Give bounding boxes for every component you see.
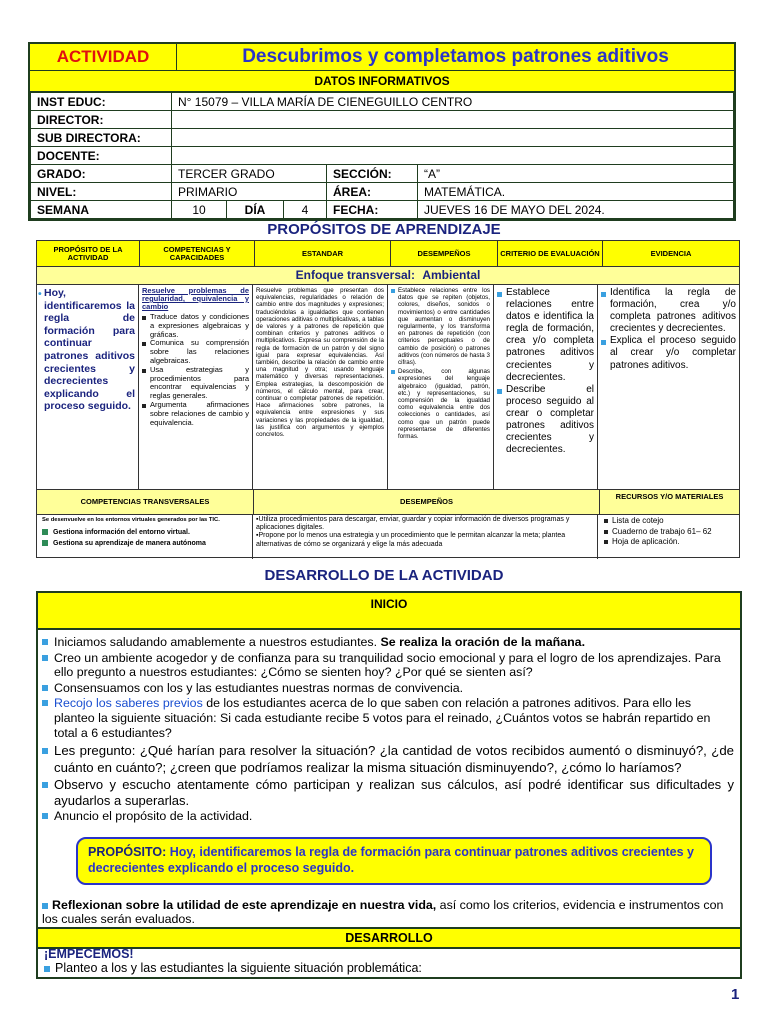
seccion-value: “A” — [418, 165, 734, 183]
dia-label: DÍA — [227, 201, 284, 219]
desempeno-item: Describe, con algunas expresiones del lenguaje algebraico (igualdad, patrón, etc.) y representaciones, su comprensión de la igualdad como equivalencia entre dos colecciones o cantidades, así como que un patrón puede representarse de diferentes formas. — [391, 368, 490, 440]
transversal-content-row — [37, 515, 739, 559]
col-header-estandar: ESTANDAR — [255, 241, 391, 266]
proposito-callout-label: PROPÓSITO: — [88, 845, 167, 859]
fecha-value: JUEVES 16 DE MAYO DEL 2024. — [418, 201, 734, 219]
col-header-proposito: PROPÓSITO DE LA ACTIVIDAD — [37, 241, 140, 266]
director-label: DIRECTOR: — [31, 111, 172, 129]
capacidad-item: Traduce datos y condiciones a expresiones algebraicas y gráficas. — [142, 313, 249, 339]
datos-row-nivel — [31, 183, 734, 201]
director-value — [172, 111, 734, 129]
col-header-evidencia: EVIDENCIA — [603, 241, 739, 266]
transversal-header-row — [37, 490, 739, 515]
datos-row-semana — [31, 201, 734, 219]
planteo-text: Planteo a los y las estudiantes la siguiente situación problemática: — [44, 961, 422, 975]
subdirectora-value — [172, 129, 734, 147]
desempeno-transv-item: ▪Utiliza procedimientos para descargar, enviar, guardar y copiar información de diversos programas y aplicaciones digitales. — [256, 516, 570, 532]
datos-row-docente — [31, 147, 734, 165]
desempenos-cell — [388, 285, 494, 489]
proposito-callout — [76, 837, 712, 885]
semana-label: SEMANA — [31, 201, 172, 219]
evidencias-list — [601, 287, 736, 372]
proposito-cell — [37, 285, 139, 489]
enfoque-label: Enfoque transversal: — [295, 268, 415, 282]
datos-table — [30, 92, 734, 219]
capacidad-item: Argumenta afirmaciones sobre relaciones de cambio y equivalencia. — [142, 401, 249, 427]
fecha-label: FECHA: — [327, 201, 418, 219]
evidencia-item: Explica el proceso seguido al crear y/o completar patrones aditivos. — [601, 335, 736, 371]
comp-transv-cell — [37, 515, 253, 559]
inicio-item: Observo y escucho atentamente cómo participan y realizan sus cálculos, así podré identificar sus dificultades y ayudarlos a superarlas. — [42, 777, 734, 808]
inicio-header: INICIO — [38, 593, 740, 630]
docente-label: DOCENTE: — [31, 147, 172, 165]
docente-value — [172, 147, 734, 165]
desempenos-transv-cell — [253, 515, 598, 559]
desarrollo-actividad-title: DESARROLLO DE LA ACTIVIDAD — [264, 567, 504, 584]
proposito-text: • Hoy, identificaremos la regla de formación para continuar patrones aditivos crecientes y decrecientes explicando el proceso seguido. — [38, 287, 135, 413]
enfoque-value: Ambiental — [422, 268, 481, 282]
inicio-item: Consensuamos con los y las estudiantes nuestras normas de convivencia. — [42, 681, 734, 696]
activity-label: ACTIVIDAD — [30, 44, 177, 70]
inst-value: N° 15079 – VILLA MARÍA DE CIENEGUILLO CENTRO — [172, 93, 734, 111]
competencias-cell — [139, 285, 253, 489]
datos-row-inst — [31, 93, 734, 111]
propositos-table — [36, 240, 740, 558]
col-header-competencias: COMPETENCIAS Y CAPACIDADES — [140, 241, 255, 266]
criterios-list — [497, 287, 594, 456]
desarrollo-header: DESARROLLO — [38, 927, 740, 949]
capacidad-item: Usa estrategias y procedimientos para encontrar equivalencias y reglas generales. — [142, 366, 249, 401]
recurso-item: Cuaderno de trabajo 61– 62 — [604, 527, 733, 538]
area-value: MATEMÁTICA. — [418, 183, 734, 201]
propositos-title: PROPÓSITOS DE APRENDIZAJE — [267, 221, 501, 238]
recurso-item: Hoja de aplicación. — [604, 537, 733, 548]
enfoque-row — [37, 267, 739, 285]
capacidad-item: Comunica su comprensión sobre las relaciones algebraicas. — [142, 339, 249, 365]
comp-transv-item: Gestiona información del entorno virtual. — [42, 526, 247, 539]
datos-informativos-title: DATOS INFORMATIVOS — [30, 71, 734, 92]
proposito-callout-text: Hoy, identificaremos la regla de formación para continuar patrones aditivos crecientes y decrecientes explicando el proceso seguido. — [88, 845, 694, 875]
subdirectora-label: SUB DIRECTORA: — [31, 129, 172, 147]
inicio-item: Creo un ambiente acogedor y de confianza para su tranquilidad socio emocional y para el logro de los aprendizajes. Para ello pregunto a nuestros estudiantes: ¿Cómo se sienten hoy? ¿Por qué se sienten así? — [42, 651, 734, 680]
criterio-cell — [494, 285, 598, 489]
inicio-item: Les pregunto: ¿Qué harían para resolver la situación? ¿la cantidad de votos recibidos aumentó o disminuyó?, ¿de cuánto en cuánto?; ¿creen que podríamos realizar la misma situación disminuyendo?, ¿cómo lo haríamos? — [42, 743, 734, 776]
grado-label: GRADO: — [31, 165, 172, 183]
estandar-cell — [253, 285, 388, 489]
comp-transv-item: Gestiona su aprendizaje de manera autónoma — [42, 539, 247, 549]
datos-row-grado — [31, 165, 734, 183]
recursos-list — [604, 516, 733, 548]
recurso-item: Lista de cotejo — [604, 516, 733, 527]
desempeno-item: Establece relaciones entre los datos que se repiten (objetos, colores, diseños, sonidos o movimientos) o entre cantidades que aumentan o disminuyen regularmente, y los transforma en patrones de repetición (con criterios perceptuales o de cambio de posición) o patrones aditivos (con números de hasta 3 cifras). — [391, 287, 490, 366]
criterio-item: Describe el proceso seguido al crear o completar patrones aditivos crecientes y decrecientes. — [497, 384, 594, 457]
datos-row-director — [31, 111, 734, 129]
dia-value: 4 — [284, 201, 327, 219]
semana-value: 10 — [172, 201, 227, 219]
datos-row-subdirectora — [31, 129, 734, 147]
desarrollo-box — [36, 591, 742, 979]
recursos-cell — [598, 515, 739, 559]
competencia-title: Resuelve problemas de regularidad, equivalencia y cambio — [142, 286, 249, 311]
grado-value: TERCER GRADO — [172, 165, 327, 183]
inicio-list — [38, 630, 740, 824]
desempenos-transv-header: DESEMPEÑOS — [254, 490, 600, 514]
comp-transv-header: COMPETENCIAS TRANSVERSALES — [37, 490, 254, 514]
propositos-header-row — [37, 241, 739, 267]
desempenos-list — [391, 287, 490, 440]
capacidades-list — [142, 313, 249, 427]
reflexionan-text: Reflexionan sobre la utilidad de este aprendizaje en nuestra vida, así como los criterios, evidencia e instrumentos con los cuales serán evaluados. — [42, 898, 724, 926]
page-number: 1 — [731, 986, 740, 1003]
empecemos-text: ¡EMPECEMOS! — [44, 947, 134, 961]
nivel-label: NIVEL: — [31, 183, 172, 201]
inicio-item: Recojo los saberes previos de los estudiantes acerca de lo que saben con relación a patrones aditivos. Para ello les planteo la siguiente situación: Si cada estudiante recibe 5 votos para el reinado, ¿Cuántos votos se habrán repartido en total a 6 estudiantes? — [42, 696, 734, 740]
inst-label: INST EDUC: — [31, 93, 172, 111]
col-header-criterio: CRITERIO DE EVALUACIÓN — [498, 241, 603, 266]
recursos-header: RECURSOS Y/O MATERIALES — [600, 490, 739, 514]
inicio-item: Iniciamos saludando amablemente a nuestros estudiantes. Se realiza la oración de la mañana. — [42, 635, 734, 650]
col-header-desempenos: DESEMPEÑOS — [391, 241, 498, 266]
nivel-value: PRIMARIO — [172, 183, 327, 201]
area-label: ÁREA: — [327, 183, 418, 201]
comp-transv-title: Se desenvuelve en los entornos virtuales generados por las TIC. — [42, 517, 220, 523]
header-block — [28, 42, 736, 221]
propositos-content-row — [37, 285, 739, 490]
evidencia-item: Identifica la regla de formación, crea y/o completa patrones aditivos crecientes y decrecientes. — [601, 287, 736, 335]
seccion-label: SECCIÓN: — [327, 165, 418, 183]
criterio-item: Establece relaciones entre datos e identifica la regla de formación, crea y/o completa patrones aditivos crecientes y decrecientes. — [497, 287, 594, 384]
inicio-item: Anuncio el propósito de la actividad. — [42, 809, 734, 824]
desempeno-transv-item: ▪Propone por lo menos una estrategia y un procedimiento que le permitan alcanzar la meta; plantea alternativas de cómo se organizará y elige la más adecuada — [256, 532, 566, 548]
evidencia-cell — [598, 285, 739, 489]
estandar-text: Resuelve problemas que presentan dos equivalencias, regularidades o relación de cambio entre dos magnitudes y expresiones; traduciéndolas a igualdades que contienen operaciones aditivas o multiplicativas, a tablas de valores y a patrones de repetición que combinan criterios y patrones aditivos o multiplicativos. Expresa su comprensión de la regla de formación de un patrón y del signo igual para expresar equivalencias. Así también, describe la relación de cambio entre una magnitud y otra; usando lenguaje matemático y diversas representaciones. Emplea estrategias, la descomposición de números, el cálculo mental, para crear, continuar o completar patrones de repetición. Hace afirmaciones sobre patrones, la equivalencia entre expresiones y sus variaciones y las propiedades de la igualdad, las justifica con argumentos y ejemplos concretos. — [256, 287, 384, 439]
activity-title: Descubrimos y completamos patrones aditivos — [177, 44, 734, 70]
